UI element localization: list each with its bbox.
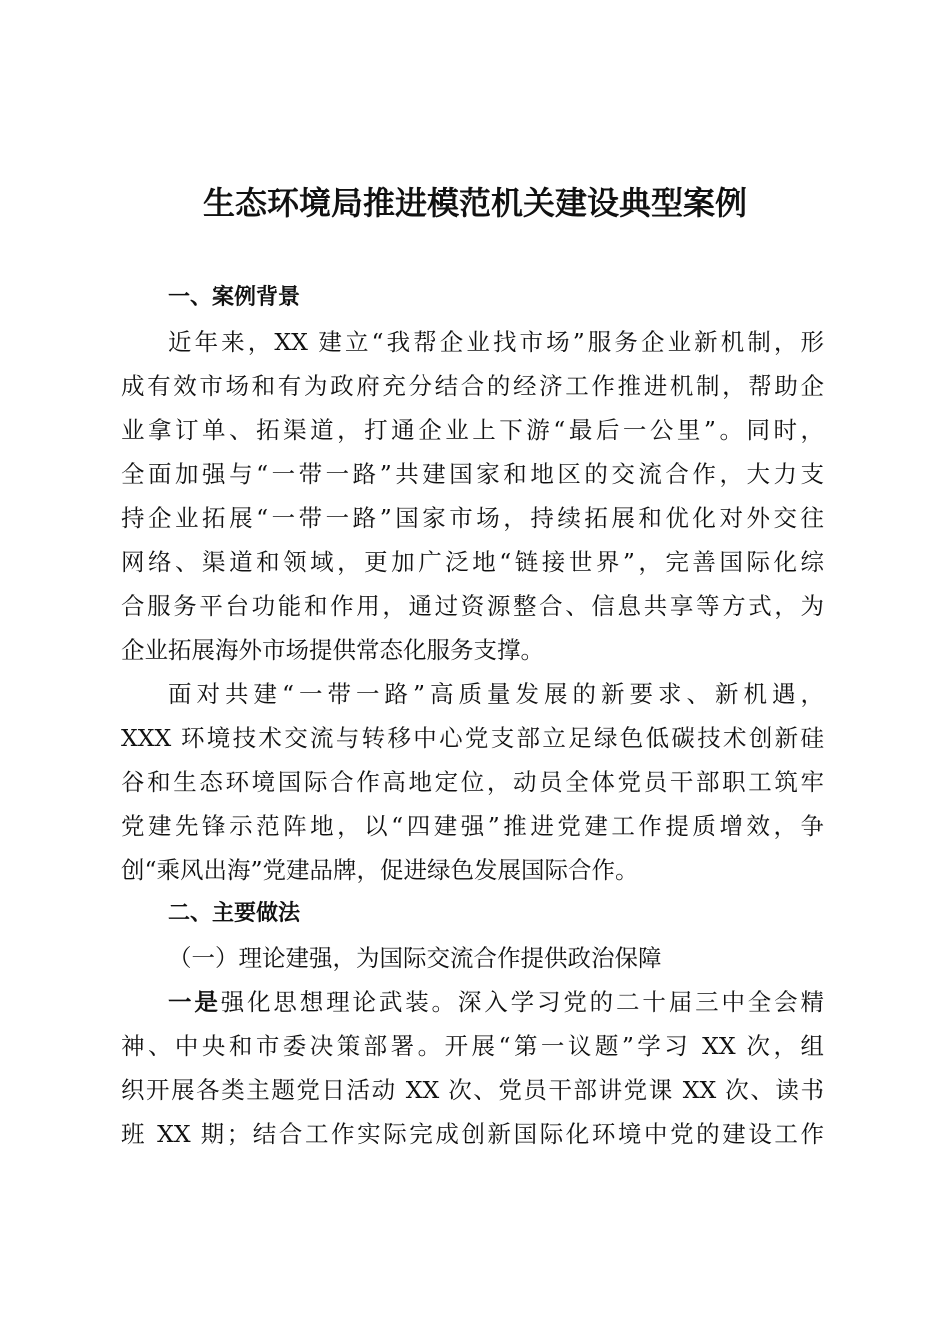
document-body <box>121 276 824 1156</box>
text-line: 神、中央和市委决策部署。开展“第一议题”学习 XX 次，组 <box>121 1032 824 1060</box>
text-line: 织开展各类主题党日活动 XX 次、党员干部讲党课 XX 次、读书 <box>121 1076 824 1104</box>
text-line: 谷和生态环境国际合作高地定位，动员全体党员干部职工筑牢 <box>121 768 824 796</box>
paragraph-methods-1 <box>121 980 824 1156</box>
section-heading-methods: 二、主要做法 <box>168 901 301 926</box>
text-line: 企业拓展海外市场提供常态化服务支撑。 <box>121 636 544 664</box>
text-line: 全面加强与“一带一路”共建国家和地区的交流合作，大力支 <box>121 460 824 488</box>
text-line: 业拿订单、拓渠道，打通企业上下游“最后一公里”。同时， <box>121 416 824 444</box>
text-line: 持企业拓展“一带一路”国家市场，持续拓展和优化对外交往 <box>121 504 824 532</box>
paragraph-background-2 <box>121 672 824 892</box>
text-line: 班 XX 期；结合工作实际完成创新国际化环境中党的建设工作 <box>121 1120 824 1148</box>
text-line: 创“乘风出海”党建品牌，促进绿色发展国际合作。 <box>121 856 639 884</box>
text-line: 合服务平台功能和作用，通过资源整合、信息共享等方式，为 <box>121 592 824 620</box>
text-line: XXX 环境技术交流与转移中心党支部立足绿色低碳技术创新硅 <box>121 724 824 752</box>
section-heading-background: 一、案例背景 <box>168 285 301 310</box>
text-line: 面对共建“一带一路”高质量发展的新要求、新机遇， <box>168 680 824 708</box>
text-span: 强化思想理论武装。深入学习党的二十届三中全会精 <box>220 988 825 1016</box>
text-line: 网络、渠道和领域，更加广泛地“链接世界”，完善国际化综 <box>121 548 824 576</box>
document-title: 生态环境局推进模范机关建设典型案例 <box>202 184 747 222</box>
text-line: 近年来，XX 建立“我帮企业找市场”服务企业新机制，形 <box>168 328 824 356</box>
lead-phrase: 一是 <box>168 988 221 1016</box>
subsection-heading: （一）理论建强，为国际交流合作提供政治保障 <box>168 944 662 972</box>
text-line: 党建先锋示范阵地，以“四建强”推进党建工作提质增效，争 <box>121 812 824 840</box>
text-line: 成有效市场和有为政府充分结合的经济工作推进机制，帮助企 <box>121 372 824 400</box>
text-line-with-lead <box>121 980 824 1024</box>
paragraph-background-1 <box>121 320 824 672</box>
